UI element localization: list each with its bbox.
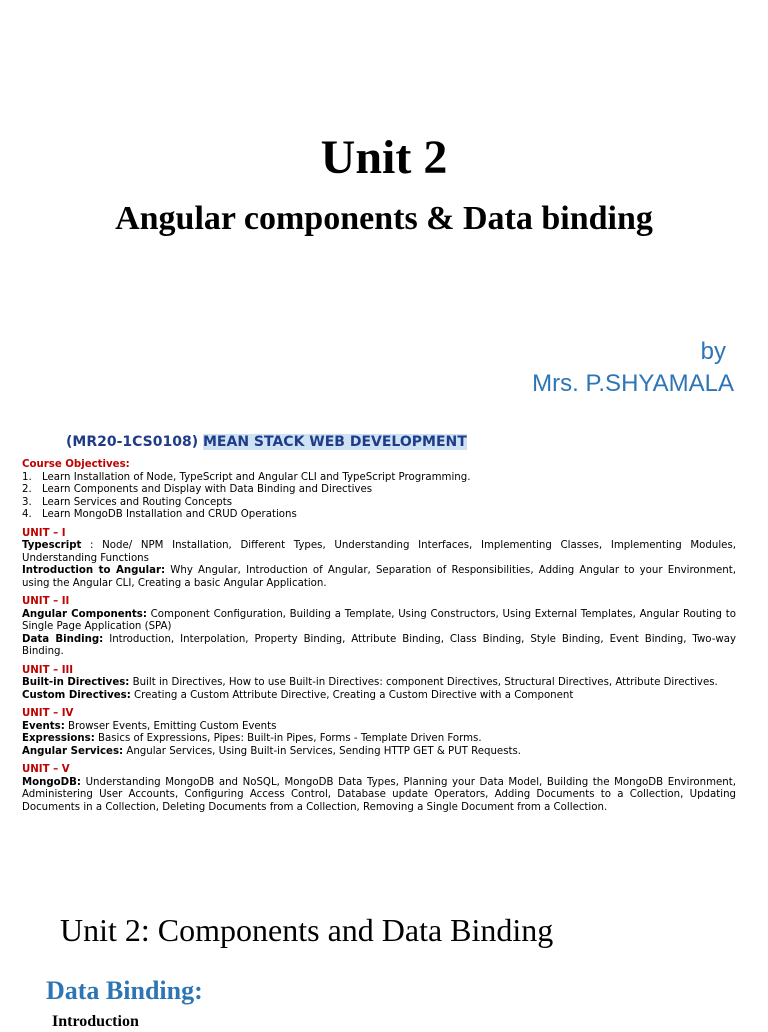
topic-term: Data Binding: <box>22 633 104 645</box>
topic-text: Basics of Expressions, Pipes: Built-in Pipes, Forms - Template Driven Forms. <box>94 733 482 744</box>
unit-topic <box>22 690 736 703</box>
course-name: MEAN STACK WEB DEVELOPMENT <box>203 434 467 450</box>
objective-text: Learn Services and Routing Concepts <box>42 496 233 508</box>
unit-label: UNIT – I <box>22 527 66 539</box>
intro-item: Introduction <box>52 1013 139 1030</box>
unit-topic <box>22 746 736 759</box>
objective-item <box>22 509 736 522</box>
unit-topic <box>22 721 736 734</box>
unit-label: UNIT – III <box>22 664 74 676</box>
units-container <box>22 528 736 815</box>
next-slide-heading: Unit 2: Components and Data Binding <box>60 912 554 948</box>
by-label: by <box>700 338 726 365</box>
unit-topic <box>22 777 736 815</box>
data-binding-heading: Data Binding: <box>46 976 203 1005</box>
course-code: (MR20-1CS0108) <box>66 434 199 450</box>
topic-text: Introduction, Interpolation, Property Binding, Attribute Binding, Class Binding, Style Binding, Event Binding, Two-way Binding. <box>22 633 736 657</box>
unit-topic <box>22 609 736 634</box>
topic-text: Why Angular, Introduction of Angular, Separation of Responsibilities, Adding Angular to your Environment, using the Angular CLI, Creating a basic Angular Application. <box>22 565 736 589</box>
topic-text: : Node/ NPM Installation, Different Types, Understanding Interfaces, Implementing Classes, Implementing Modules, Understanding Functions <box>22 540 736 564</box>
unit-label: UNIT – II <box>22 596 70 607</box>
objective-item <box>22 484 736 497</box>
topic-term: Typescript <box>22 540 82 551</box>
topic-text: Creating a Custom Attribute Directive, Creating a Custom Directive with a Component <box>130 689 574 701</box>
byline <box>532 336 734 400</box>
objectives-list <box>22 472 736 522</box>
unit-topic <box>22 540 736 565</box>
objective-item <box>22 472 736 485</box>
topic-text: Built in Directives, How to use Built-in Directives: component Directives, Structural Directives, Attribute Directives. <box>129 677 718 688</box>
topic-term: Expressions: <box>22 733 95 744</box>
topic-text: Browser Events, Emitting Custom Events <box>64 720 277 732</box>
unit-label: UNIT – V <box>22 764 70 775</box>
objectives-title: Course Objectives: <box>22 459 130 470</box>
objective-text: Learn Components and Display with Data Binding and Directives <box>42 484 373 495</box>
unit-block <box>22 596 736 659</box>
slide-subtitle: Angular components & Data binding <box>115 200 653 237</box>
objective-text: Learn MongoDB Installation and CRUD Operations <box>42 509 297 520</box>
topic-term: Custom Directives: <box>22 689 131 701</box>
topic-text: Angular Services, Using Built-in Services, Sending HTTP GET & PUT Requests. <box>123 745 522 757</box>
topic-term: MongoDB: <box>22 776 81 788</box>
unit-block <box>22 528 736 591</box>
syllabus-image <box>22 432 736 862</box>
topic-term: Events: <box>22 720 65 732</box>
objective-number: 4. <box>22 509 32 520</box>
topic-term: Built-in Directives: <box>22 677 130 688</box>
unit-topic <box>22 677 736 690</box>
unit-block <box>22 708 736 758</box>
objective-number: 2. <box>22 484 32 495</box>
slide-title: Unit 2 <box>320 131 448 184</box>
course-heading <box>66 432 736 452</box>
unit-topic <box>22 733 736 746</box>
objective-text: Learn Installation of Node, TypeScript and Angular CLI and TypeScript Programming. <box>42 471 471 483</box>
unit-block <box>22 764 736 814</box>
unit-block <box>22 665 736 703</box>
unit-topic <box>22 634 736 659</box>
objective-number: 1. <box>22 471 32 483</box>
topic-term: Introduction to Angular: <box>22 565 166 576</box>
unit-topic <box>22 565 736 590</box>
topic-text: Component Configuration, Building a Template, Using Constructors, Using External Templates, Angular Routing to Single Page Application (SPA) <box>22 608 736 632</box>
unit-label: UNIT – IV <box>22 708 74 719</box>
author-name: Mrs. P.SHYAMALA <box>532 370 734 397</box>
topic-term: Angular Services: <box>22 745 124 757</box>
topic-text: Understanding MongoDB and NoSQL, MongoDB Data Types, Planning your Data Model, Building the MongoDB Environment, Administering User Accounts, Configuring Access Control, Database update Operators, Adding Documents to a Collection, Updating Documents in a Collection, Deleting Documents from a Collection, Removing a Single Document from a Collection. <box>22 776 736 813</box>
objective-number: 3. <box>22 496 32 508</box>
objective-item <box>22 497 736 510</box>
topic-term: Angular Components: <box>22 608 147 620</box>
